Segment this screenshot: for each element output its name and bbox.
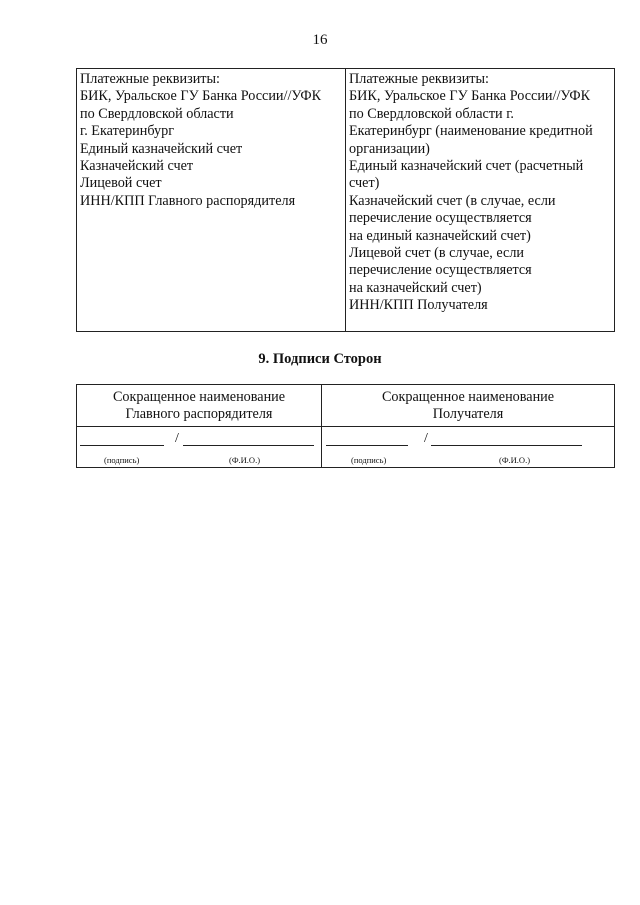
requisites-line: организации)	[349, 140, 430, 157]
signature-column-main-manager	[77, 385, 322, 467]
requisites-line: Казначейский счет	[80, 158, 194, 175]
requisites-line: перечисление осуществляется	[349, 262, 532, 279]
requisites-line: г. Екатеринбург	[80, 123, 175, 140]
signature-heading	[77, 385, 321, 427]
requisites-line: счет)	[349, 175, 380, 192]
requisites-line: Екатеринбург (наименование кредитной	[349, 123, 593, 140]
signature-blank-line	[326, 445, 408, 446]
requisites-line: Платежные реквизиты:	[80, 71, 220, 87]
requisites-line: по Свердловской области г.	[349, 105, 514, 122]
requisites-line: Платежные реквизиты:	[349, 71, 489, 87]
signature-slash: /	[175, 431, 179, 446]
requisites-line: ИНН/КПП Получателя	[349, 297, 488, 314]
requisites-line: на казначейский счет)	[349, 279, 482, 296]
requisites-line: перечисление осуществляется	[349, 210, 532, 227]
payment-requisites-table	[76, 68, 615, 332]
signature-heading-line: Главного распорядителя	[125, 406, 273, 423]
signature-blank-line	[80, 445, 164, 446]
name-blank-line	[183, 445, 314, 446]
requisites-line: Единый казначейский счет	[80, 140, 243, 157]
requisites-column-recipient	[346, 69, 614, 331]
section-title: 9. Подписи Сторон	[258, 351, 382, 367]
requisites-line: Лицевой счет (в случае, если	[349, 245, 525, 262]
signature-caption: (подпись)	[351, 455, 387, 465]
signature-column-recipient	[322, 385, 614, 467]
signature-heading-line: Получателя	[432, 406, 504, 423]
name-caption: (Ф.И.О.)	[229, 455, 261, 465]
signature-heading-line: Сокращенное наименование	[112, 389, 286, 405]
requisites-line: Единый казначейский счет (расчетный	[349, 158, 584, 175]
signature-heading-line: Сокращенное наименование	[381, 389, 555, 405]
requisites-line: ИНН/КПП Главного распорядителя	[80, 192, 296, 209]
requisites-line: БИК, Уральское ГУ Банка России//УФК	[349, 88, 591, 105]
name-caption: (Ф.И.О.)	[499, 455, 531, 465]
requisites-line: Лицевой счет	[80, 175, 162, 192]
signatures-table	[76, 384, 615, 468]
signature-caption: (подпись)	[104, 455, 140, 465]
requisites-column-main-manager	[77, 69, 346, 331]
requisites-line: Казначейский счет (в случае, если	[349, 192, 556, 209]
signature-heading	[322, 385, 614, 427]
requisites-line: на единый казначейский счет)	[349, 227, 531, 244]
name-blank-line	[431, 445, 582, 446]
signature-slash: /	[424, 431, 428, 446]
requisites-line: БИК, Уральское ГУ Банка России//УФК	[80, 88, 322, 105]
requisites-line: по Свердловской области	[80, 105, 234, 122]
page-number: 16	[312, 32, 328, 48]
